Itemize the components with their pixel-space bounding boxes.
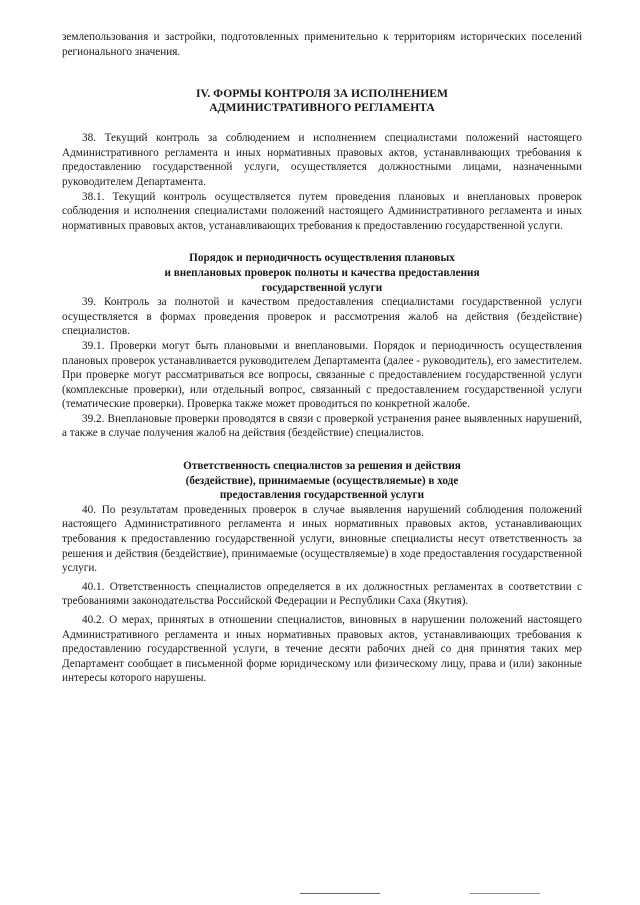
paragraph-40-2: 40.2. О мерах, принятых в отношении специалистов, виновных в нарушении положений настоящего Административного регламента и иных нормативных правовых актов, устанавливающих требования к предоставлению государственной услуги, в течение десяти рабочих дней со дня принятия таких мер Департамент сообщает в письменной форме юридическому или физическому лицу, права и (или) законные интересы которого нарушены. bbox=[62, 614, 582, 685]
subsection-title-responsibility-line2: (бездействие), принимаемые (осуществляемые) в ходе bbox=[185, 474, 459, 487]
subsection-title-checks-line3: государственной услуги bbox=[261, 281, 383, 294]
paragraph-39-2: 39.2. Внеплановые проверки проводятся в связи с проверкой устранения ранее выявленных нарушений, а также в случае получения жалоб на действия (бездействие) специалистов. bbox=[62, 412, 582, 440]
section-title-line2: АДМИНИСТРАТИВНОГО РЕГЛАМЕНТА bbox=[209, 101, 435, 115]
section-title bbox=[62, 87, 582, 115]
section-title-line1: IV. ФОРМЫ КОНТРОЛЯ ЗА ИСПОЛНЕНИЕМ bbox=[196, 87, 448, 101]
subsection-title-responsibility bbox=[62, 459, 582, 503]
paragraph-40: 40. По результатам проведенных проверок в случае выявления нарушений соблюдения положений настоящего Административного регламента и иных нормативных правовых актов, устанавливающих требования к предоставлению государственной услуги, виновные специалисты несут ответственность за решения и действия (бездействие), принимаемые (осуществляемые) в ходе предоставления государственной услуги. bbox=[62, 503, 582, 575]
paragraph-38-1: 38.1. Текущий контроль осуществляется путем проведения плановых и внеплановых проверок соблюдения и исполнения специалистами положений настоящего Административного регламента и иных нормативных правовых актов, устанавливающих требования к предоставлению государственной услуги. bbox=[62, 190, 582, 232]
paragraph-intro: землепользования и застройки, подготовленных применительно к территориям исторических поселений регионального значения. bbox=[62, 31, 582, 58]
paragraph-39-1: 39.1. Проверки могут быть плановыми и внеплановыми. Порядок и периодичность осуществления плановых проверок устанавливается руководителем Департамента (далее - руководитель), его заместителем. При проверке могут рассматриваться все вопросы, связанные с предоставлением государственной услуги (комплексные проверки), или отдельный вопрос, связанный с предоставлением государственной услуги (тематические проверки). Проверка также может проводиться по конкретной жалобе. bbox=[62, 339, 582, 411]
subsection-title-checks-line2: и внеплановых проверок полноты и качества предоставления bbox=[164, 266, 480, 279]
subsection-title-responsibility-line1: Ответственность специалистов за решения и действия bbox=[183, 460, 461, 473]
bottom-scan-line bbox=[300, 893, 380, 894]
paragraph-39: 39. Контроль за полнотой и качеством предоставления специалистами государственной услуги осуществляется в формах проведения проверок и рассмотрения жалоб на действия (бездействие) специалистов. bbox=[62, 296, 582, 338]
subsection-title-responsibility-line3: предоставления государственной услуги bbox=[219, 489, 425, 502]
paragraph-40-1: 40.1. Ответственность специалистов определяется в их должностных регламентах в соответствии с требованиями законодательства Российской Федерации и Республики Саха (Якутия). bbox=[62, 580, 582, 608]
bottom-scan-line bbox=[470, 893, 540, 894]
subsection-title-checks bbox=[62, 251, 582, 295]
subsection-title-checks-line1: Порядок и периодичность осуществления плановых bbox=[189, 252, 455, 265]
paragraph-38: 38. Текущий контроль за соблюдением и исполнением специалистами положений настоящего Административного регламента и иных нормативных правовых актов, устанавливающих требования к предоставлению государственной услуги, осуществляется должностными лицами, назначенными руководителем Департамента. bbox=[62, 132, 582, 188]
